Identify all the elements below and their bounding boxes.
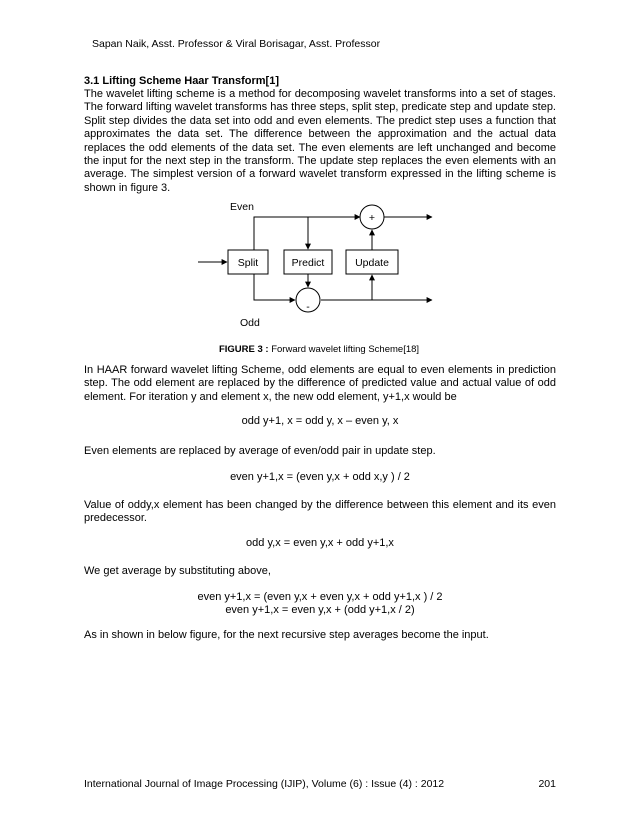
plus-symbol: + [368,212,376,224]
paragraph-4: We get average by substituting above, [84,565,271,578]
caption-text: Forward wavelet lifting Scheme[18] [268,344,420,355]
equation-1: odd y+1, x = odd y, x – even y, x [241,415,399,428]
section-title: 3.1 Lifting Scheme Haar Transform[1] [84,75,279,87]
split-label: Split [237,257,259,269]
odd-line [254,274,295,300]
equation-3: odd y,x = even y,x + odd y+1,x [246,537,394,550]
even-label: Even [230,201,254,213]
paragraph-5: As in shown in below figure, for the next recursive step averages become the input. [84,628,489,641]
equation-4b: even y+1,x = even y,x + (odd y+1,x / 2) [225,603,415,616]
odd-label: Odd [240,317,260,329]
diagram-svg [196,196,436,336]
journal-citation: International Journal of Image Processing (IJIP), Volume (6) : Issue (4) : 2012 [84,778,445,790]
caption-label: FIGURE 3 : [218,344,269,355]
minus-symbol: - [306,301,310,313]
footer [84,778,556,790]
running-header: Sapan Naik, Asst. Professor & Viral Borisagar, Asst. Professor [92,38,381,50]
paragraph-3: Value of oddy,x element has been changed by the difference between this element and its even predecessor. [84,498,556,525]
paragraph-2: Even elements are replaced by average of even/odd pair in update step. [84,445,436,458]
even-line [254,217,360,250]
equation-4a: even y+1,x = (even y,x + even y,x + odd y+1,x ) / 2 [197,590,443,603]
section-3-1 [84,74,556,195]
haar-body [84,364,556,642]
update-label: Update [355,257,389,269]
equation-2: even y+1,x = (even y,x + odd x,y ) / 2 [230,470,410,483]
paragraph-1: In HAAR forward wavelet lifting Scheme, odd elements are equal to even elements in prediction step. The odd element are replaced by the difference of predicted value and actual value of odd element. For iteration y and element x, the new odd element, y+1,x would be [84,364,556,403]
section-paragraph: The wavelet lifting scheme is a method for decomposing wavelet transforms into a set of stages. The forward lifting wavelet transforms has three steps, split step, predicate step and update step. Split step divides the data set into odd and even elements. The predict step uses a function that approximates the data set. The difference between the approximation and the actual data replaces the odd elements of the data set. The even elements are left unchanged and become the input for the next step in the transform. The update step replaces the even elements with an average. The simplest version of a forward wavelet transform expressed in the lifting scheme is shown in figure 3. [84,88,556,194]
lifting-scheme-diagram [196,196,436,336]
figure-caption [0,344,638,355]
page-number: 201 [538,778,556,790]
predict-label: Predict [291,257,325,269]
